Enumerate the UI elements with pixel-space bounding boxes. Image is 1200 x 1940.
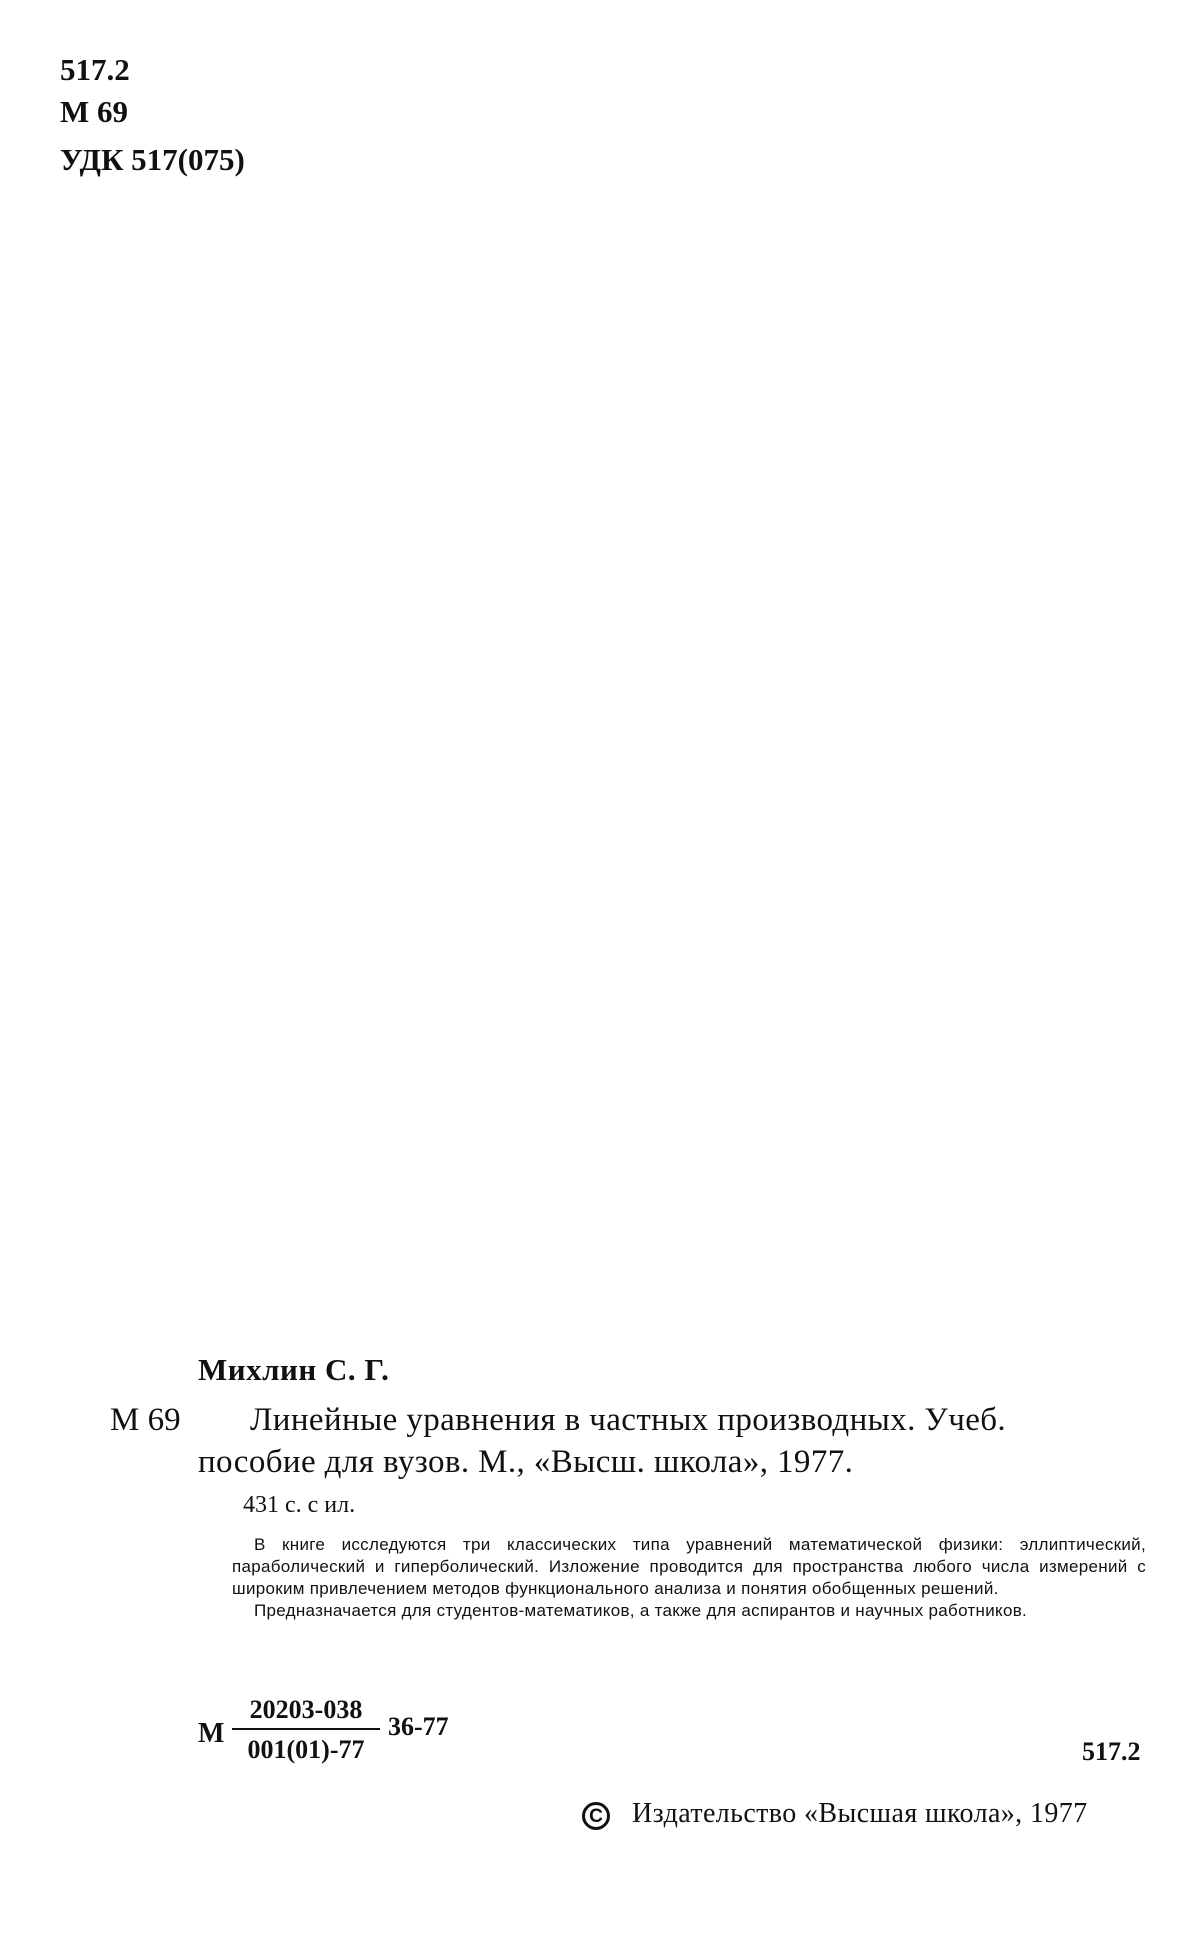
copyright-text: Издательство «Высшая школа», 1977 [632,1798,1088,1829]
card-pages: 431 с. с ил. [243,1492,356,1518]
index-fraction [232,1694,380,1766]
card-title-line-1: Линейные уравнения в частных производных. Учеб. [250,1402,1007,1438]
card-call-mark: М 69 [110,1402,181,1438]
abstract-paragraph-1: В книге исследуются три классических типа уравнений математической физики: эллиптический, параболический и гиперболический. Изложение проводится для пространства любого числа измерений с широким привлечением методов функционального анализа и понятия обобщенных решений. [232,1535,1146,1598]
index-letter: М [198,1718,225,1749]
abstract-paragraph-2: Предназначается для студентов-математиков, а также для аспирантов и научных работников. [254,1601,1028,1620]
author-mark: М 69 [60,94,129,129]
udc-code: УДК 517(075) [60,142,245,177]
copyright-icon [582,1802,610,1830]
bbk-code: 517.2 [60,52,130,87]
card-abstract [232,1534,1146,1622]
index-numerator: 20203-038 [249,1695,363,1724]
card-author: Михлин С. Г. [198,1352,390,1387]
index-suffix: 36-77 [388,1712,449,1741]
index-denominator: 001(01)-77 [247,1735,365,1764]
fraction-bar [232,1728,380,1730]
copyright-letter: C [589,1806,603,1827]
card-title-line-2: пособие для вузов. М., «Высш. школа», 1977. [198,1444,854,1480]
udc-right: 517.2 [1082,1737,1141,1766]
